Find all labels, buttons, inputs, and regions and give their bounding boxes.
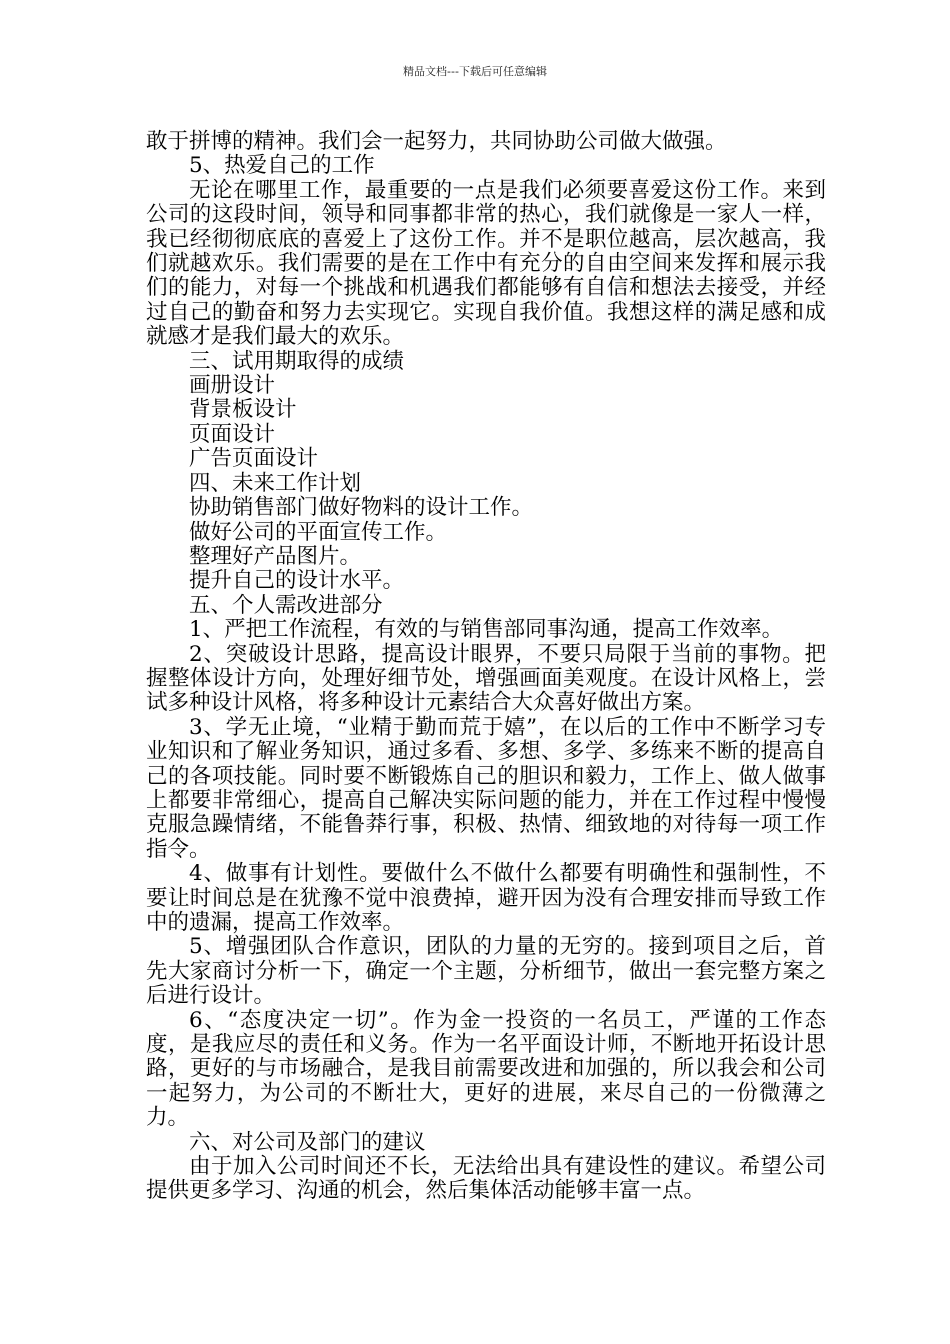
- list-item: 做好公司的平面宣传工作。: [189, 519, 448, 545]
- paragraph: 由于加入公司时间还不长，无法给出具有建设性的建议。希望公司提供更多学习、沟通的机会，然后集体活动能够丰富一点。: [146, 1154, 826, 1204]
- section-heading: 四、未来工作计划: [189, 470, 362, 496]
- list-item: 广告页面设计: [189, 446, 319, 472]
- list-item: 整理好产品图片。: [189, 543, 362, 569]
- page-header: 精品文档---下载后可任意编辑: [403, 65, 547, 78]
- paragraph: 5、增强团队合作意识，团队的力量的无穷的。接到项目之后，首先大家商讨分析一下，确定一个主题，分析细节，做出一套完整方案之后进行设计。: [146, 934, 826, 1009]
- paragraph: 敢于拼博的精神。我们会一起努力，共同协助公司做大做强。: [146, 129, 727, 154]
- document-body: [146, 130, 826, 1204]
- list-item: 协助销售部门做好物料的设计工作。: [189, 495, 534, 521]
- paragraph: 3、学无止境，“业精于勤而荒于嬉”，在以后的工作中不断学习专业知识和了解业务知识，通过多看、多想、多学、多练来不断的提高自己的各项技能。同时要不断锻炼自己的胆识和毅力，工作上、做人做事上都要非常细心，提高自己解决实际问题的能力，并在工作过程中慢慢克服急躁情绪，不能鲁莽行事，积极、热情、细致地的对待每一项工作指令。: [146, 714, 826, 862]
- list-item: 提升自己的设计水平。: [189, 568, 405, 594]
- list-item: 页面设计: [189, 421, 276, 447]
- section-heading: 三、试用期取得的成绩: [189, 348, 405, 374]
- paragraph: 1、严把工作流程，有效的与销售部同事沟通，提高工作效率。: [189, 617, 784, 643]
- paragraph: 无论在哪里工作，最重要的一点是我们必须要喜爱这份工作。来到公司的这段时间，领导和同事都非常的热心，我们就像是一家人一样，我已经彻彻底底的喜爱上了这份工作。并不是职位越高，层次越高，我们就越欢乐。我们需要的是在工作中有充分的自由空间来发挥和展示我们的能力，对每一个挑战和机遇我们都能够有自信和想法去接受，并经过自己的勤奋和努力去实现它。实现自我价值。我想这样的满足感和成就感才是我们最大的欢乐。: [146, 177, 826, 350]
- paragraph: 5、热爱自己的工作: [189, 153, 375, 179]
- list-item: 画册设计: [189, 373, 276, 399]
- section-heading: 六、对公司及部门的建议: [189, 1129, 426, 1155]
- paragraph: 6、“态度决定一切”。作为金一投资的一名员工，严谨的工作态度，是我应尽的责任和义务。作为一名平面设计师，不断地开拓设计思路，更好的与市场融合，是我目前需要改进和加强的，所以我会和公司一起努力，为公司的不断壮大，更好的进展，来尽自己的一份微薄之力。: [146, 1007, 826, 1131]
- list-item: 背景板设计: [189, 397, 297, 423]
- section-heading: 五、个人需改进部分: [189, 592, 383, 618]
- paragraph: 4、做事有计划性。要做什么不做什么都要有明确性和强制性，不要让时间总是在犹豫不觉中浪费掉，避开因为没有合理安排而导致工作中的遗漏，提高工作效率。: [146, 861, 826, 935]
- paragraph: 2、突破设计思路，提高设计眼界，不要只局限于当前的事物。把握整体设计方向，处理好细节处，增强画面美观度。在设计风格上，尝试多种设计风格，将多种设计元素结合大众喜好做出方案。: [146, 641, 826, 716]
